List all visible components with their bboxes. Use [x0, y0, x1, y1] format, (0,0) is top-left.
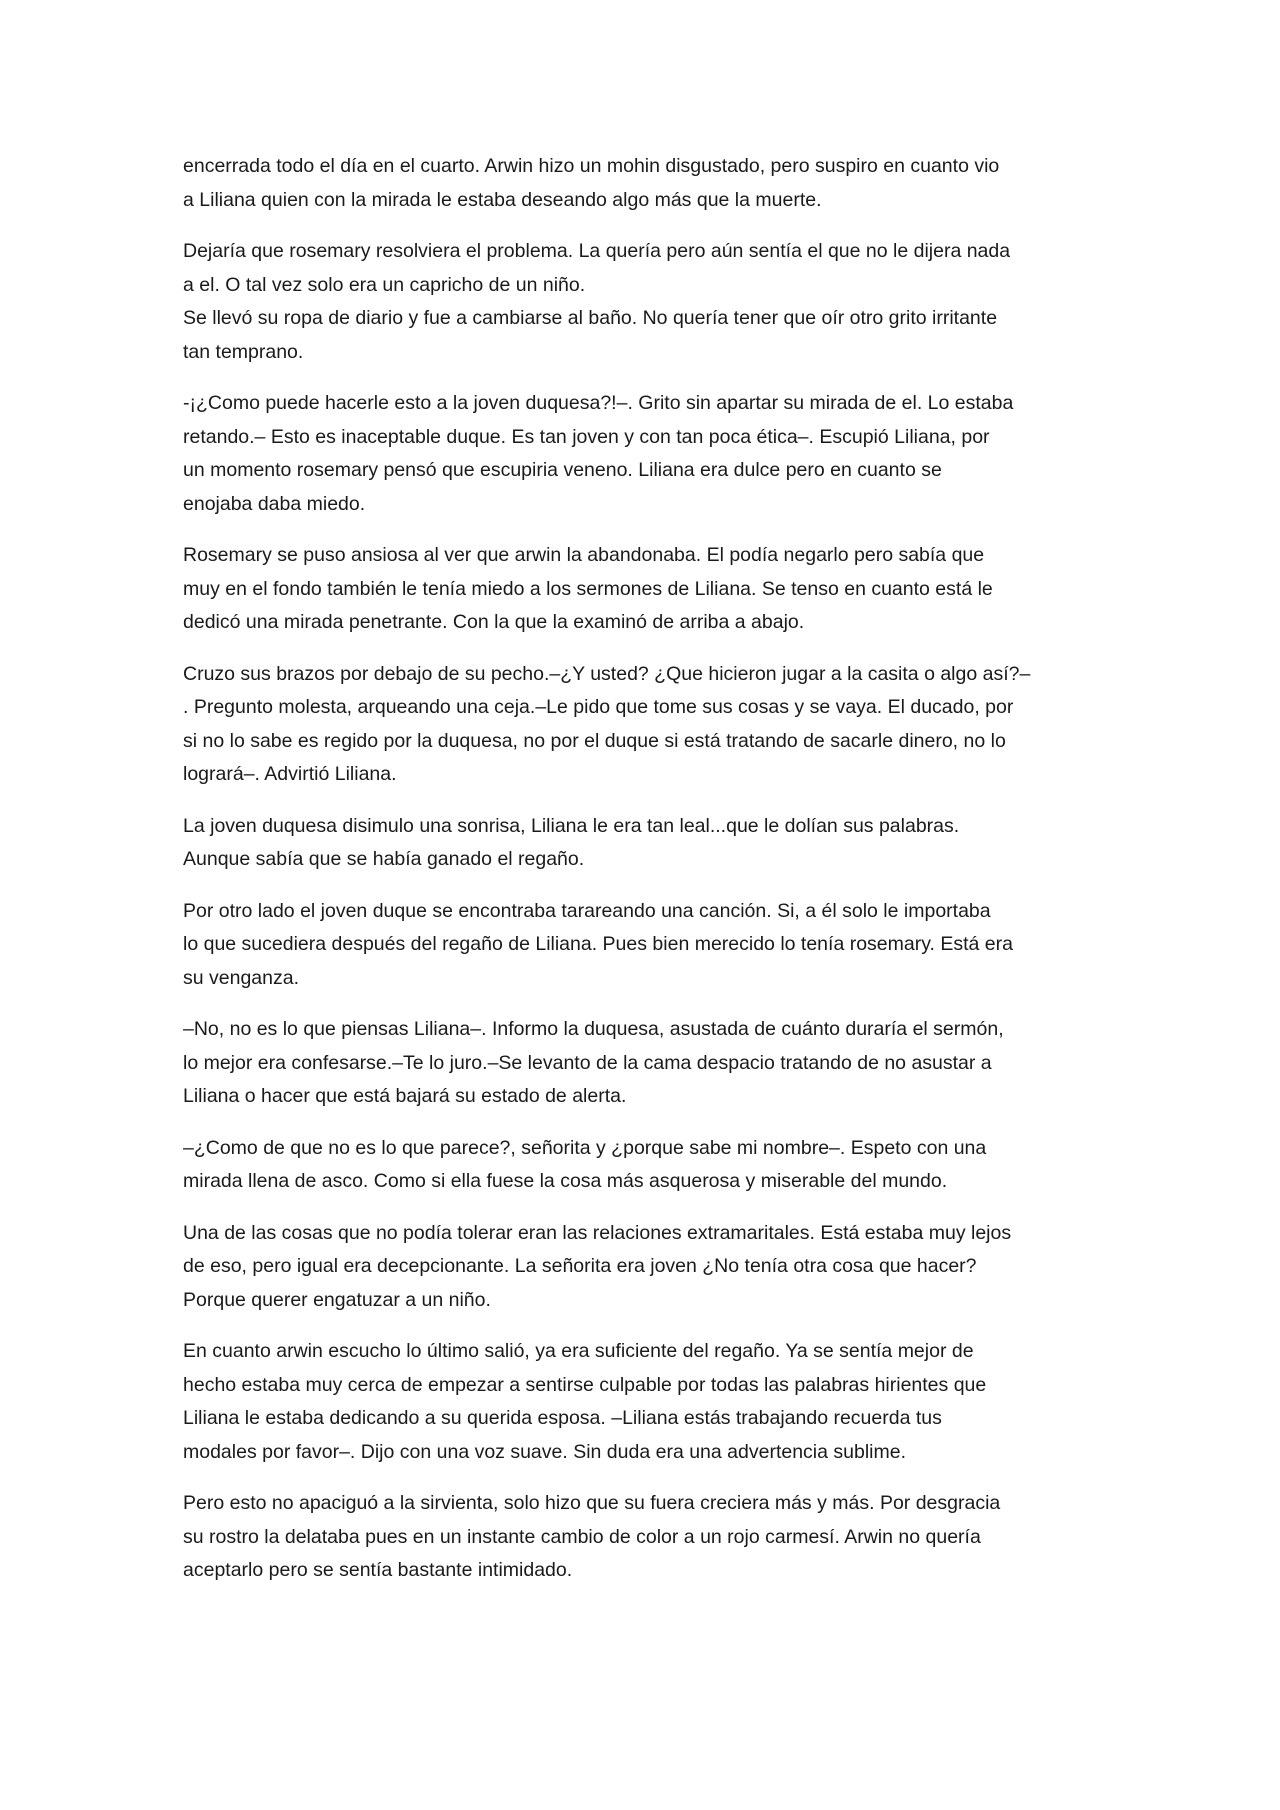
paragraph-12: Pero esto no apaciguó a la sirvienta, solo hizo que su fuera creciera más y más. Por desgracia su rostro la delataba pues en un instante cambio de color a un rojo carmesí. Arwin no quería aceptarlo pero se sentía bastante intimidado.	[183, 1492, 1001, 1581]
paragraph-7: Por otro lado el joven duque se encontraba tarareando una canción. Si, a él solo le importaba lo que sucediera después del regaño de Liliana. Pues bien merecido lo tenía rosemary. Está era su venganza.	[183, 899, 1013, 989]
document-body	[183, 150, 1098, 1606]
paragraph-11: En cuanto arwin escucho lo último salió, ya era suficiente del regaño. Ya se sentía mejor de hecho estaba muy cerca de empezar a sentirse culpable por todas las palabras hirientes que Liliana le estaba dedicando a su querida esposa. –Liliana estás trabajando recuerda tus modales por favor–. Dijo con una voz suave. Sin duda era una advertencia sublime.	[183, 1340, 987, 1463]
paragraph-9: –¿Como de que no es lo que parece?, señorita y ¿porque sabe mi nombre–. Espeto con una mirada llena de asco. Como si ella fuese la cosa más asquerosa y miserable del mundo.	[183, 1136, 987, 1192]
paragraph-3: -¡¿Como puede hacerle esto a la joven duquesa?!–. Grito sin apartar su mirada de el. Lo estaba retando.– Esto es inaceptable duque. Es tan joven y con tan poca ética–. Escupió Liliana, por un momento rosemary pensó que escupiria veneno. Liliana era dulce pero en cuanto se enojaba daba miedo.	[183, 392, 1014, 515]
paragraph-10: Una de las cosas que no podía tolerar eran las relaciones extramaritales. Está estaba muy lejos de eso, pero igual era decepcionante. La señorita era joven ¿No tenía otra cosa que hacer? Porque querer engatuzar a un niño.	[183, 1221, 1012, 1311]
paragraph-2: Dejaría que rosemary resolviera el problema. La quería pero aún sentía el que no le dijera nada a el. O tal vez solo era un capricho de un niño. Se llevó su ropa de diario y fue a cambiarse al baño. No quería tener que oír otro grito irritante tan temprano.	[183, 240, 1011, 363]
paragraph-8: –No, no es lo que piensas Liliana–. Informo la duquesa, asustada de cuánto duraría el sermón, lo mejor era confesarse.–Te lo juro.–Se levanto de la cama despacio tratando de no asustar a Liliana o hacer que está bajará su estado de alerta.	[183, 1018, 1004, 1107]
paragraph-5: Cruzo sus brazos por debajo de su pecho.–¿Y usted? ¿Que hicieron jugar a la casita o algo así?– . Pregunto molesta, arqueando una ceja.–Le pido que tome sus cosas y se vaya. El ducado, por si no lo sabe es regido por la duquesa, no por el duque si está tratando de sacarle dinero, no lo logrará–. Advirtió Liliana.	[183, 662, 1031, 785]
paragraph-4: Rosemary se puso ansiosa al ver que arwin la abandonaba. El podía negarlo pero sabía que muy en el fondo también le tenía miedo a los sermones de Liliana. Se tenso en cuanto está le dedicó una mirada penetrante. Con la que la examinó de arriba a abajo.	[183, 544, 993, 633]
paragraph-1: encerrada todo el día en el cuarto. Arwin hizo un mohin disgustado, pero suspiro en cuanto vio a Liliana quien con la mirada le estaba deseando algo más que la muerte.	[183, 155, 1000, 211]
paragraph-6: La joven duquesa disimulo una sonrisa, Liliana le era tan leal...que le dolían sus palabras. Aunque sabía que se había ganado el regaño.	[183, 814, 960, 870]
